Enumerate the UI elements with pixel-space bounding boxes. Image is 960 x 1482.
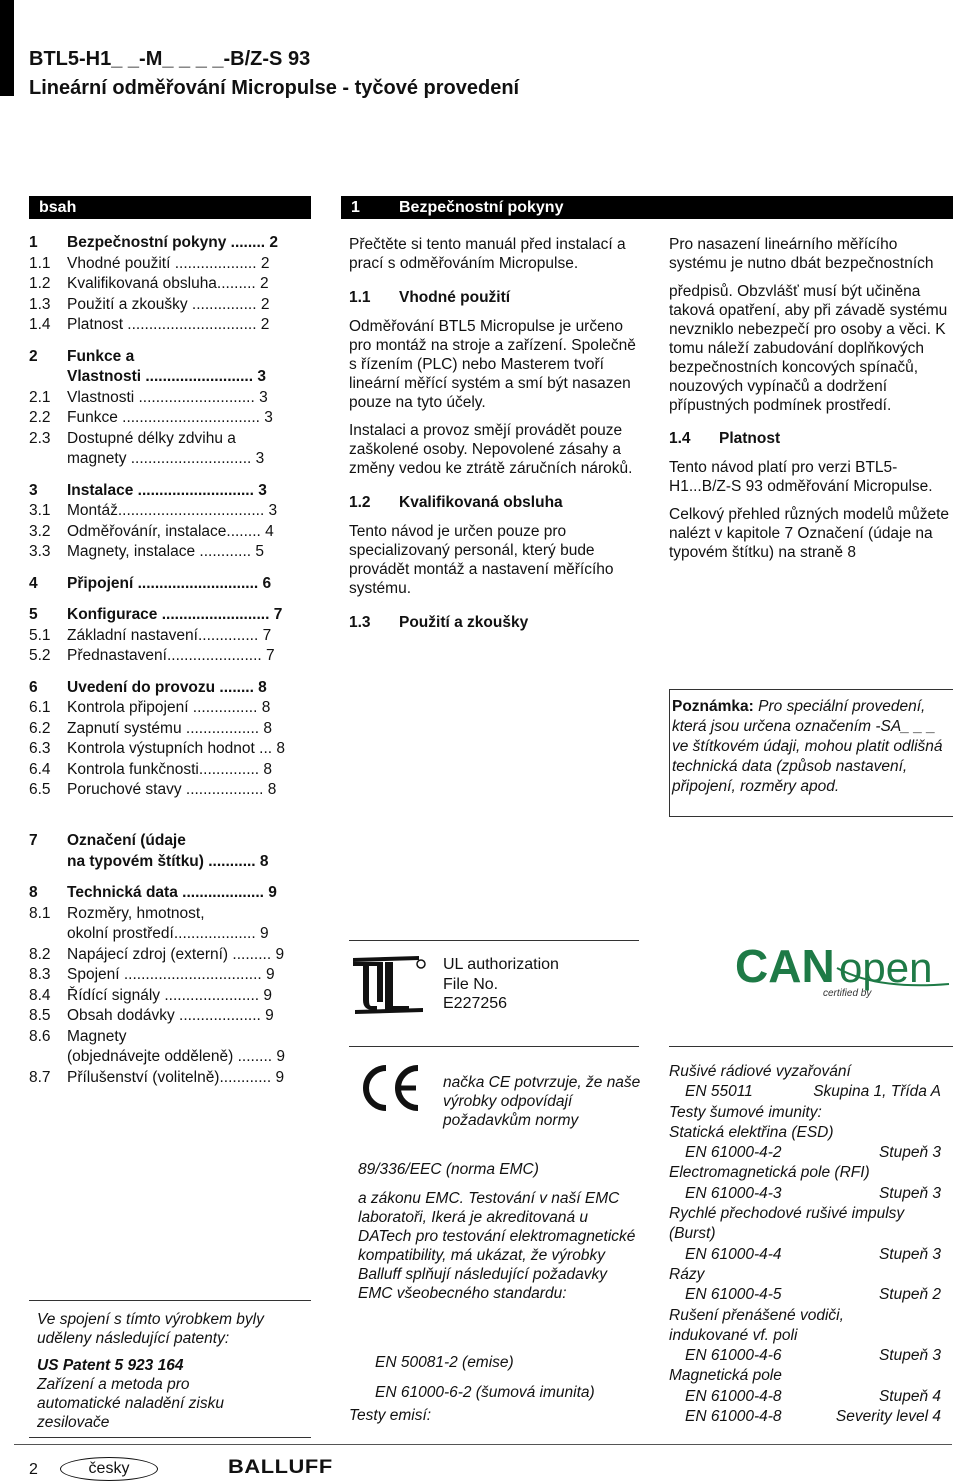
toc-item[interactable] xyxy=(29,852,311,873)
toc-item-label: Obsah dodávky ................... 9 xyxy=(67,1007,274,1024)
balluff-logo: BALLUFF xyxy=(228,1457,333,1478)
toc-item-label: Označení (údaje xyxy=(67,832,186,849)
toc-spacer xyxy=(29,872,311,883)
section-title: Platnost xyxy=(719,430,781,447)
toc-item-number: 2 xyxy=(29,347,38,365)
toc-item-label: Funkce ................................ 3 xyxy=(67,409,273,426)
toc-item[interactable] xyxy=(29,295,311,316)
note-label: Poznámka: xyxy=(672,698,754,715)
ul-line: File No. xyxy=(443,975,499,993)
patent-line: automatické naladění zisku xyxy=(37,1395,224,1412)
section-1-4-heading xyxy=(669,429,953,448)
toc-item-label: Bezpečnostní pokyny ........ 2 xyxy=(67,234,279,251)
emc-heading: Rázy xyxy=(669,1265,705,1283)
toc-item[interactable] xyxy=(29,449,311,470)
table-of-contents xyxy=(29,233,311,801)
emc-heading: Testy šumové imunity: xyxy=(669,1103,822,1121)
section-number: 1.4 xyxy=(669,430,691,447)
toc-item[interactable] xyxy=(29,739,311,760)
toc-item-number: 5.2 xyxy=(29,647,51,664)
emc-heading: Rušivé rádiové vyzařování xyxy=(669,1063,851,1080)
section-1-3-heading xyxy=(349,613,639,632)
toc-item-label: Vhodné použití ................... 2 xyxy=(67,254,270,272)
section-1-1-heading xyxy=(349,288,639,307)
toc-item-label: Instalace ........................... 3 xyxy=(67,481,267,499)
paragraph: předpisů. Obzvlášť musí být učiněna taková opatření, aby při závadě systému nevzniklo nebezpečí pro osoby a věci. K tomu náleží zabudování doplňkových bezpečnostních koncových spínačů, nouzových vypínačů a dodržení přípustných podmínek prostředí. xyxy=(669,283,948,414)
toc-item-number: 1 xyxy=(29,234,38,251)
emc-heading: Magnetická pole xyxy=(669,1367,782,1385)
toc-item[interactable] xyxy=(29,429,311,450)
intro-text: Přečtěte si tento manuál před instalací a prací s odměřováním Micropulse. xyxy=(349,236,626,272)
emc-standard: EN 61000-4-4 xyxy=(685,1245,782,1263)
paragraph: Celkový přehled různých modelů můžete nalézt v kapitole 7 Označení (údaje na typovém štítku) na straně 8 xyxy=(669,506,949,561)
emc-level: Stupeň 3 xyxy=(878,1144,941,1162)
table-of-contents-continued xyxy=(29,831,311,1088)
toc-item-label: Odměřovánír, instalace........ 4 xyxy=(67,522,274,540)
emc-heading: Electromagnetická pole (RFI) xyxy=(669,1164,870,1182)
ul-line: UL authorization xyxy=(443,956,559,973)
patent-line: Zařízení a metoda pro xyxy=(37,1376,190,1393)
section-title: Bezpečnostní pokyny xyxy=(399,199,564,216)
divider xyxy=(349,1046,639,1047)
emc-level: Severity level 4 xyxy=(835,1408,941,1426)
toc-item-label: Základní nastavení.............. 7 xyxy=(67,626,272,644)
toc-item-label: Platnost .............................. 2 xyxy=(67,316,270,333)
toc-item[interactable] xyxy=(29,780,311,801)
section-title: Vhodné použití xyxy=(399,289,511,306)
header-accent-bar xyxy=(0,0,14,96)
emc-standard-row xyxy=(669,1184,941,1204)
emc-heading: indukované vf. poli xyxy=(669,1326,798,1344)
toc-item-label: okolní prostředí................... 9 xyxy=(67,925,269,942)
toc-item-label: Připojení ............................ 6 xyxy=(67,574,272,592)
toc-item-number: 1.1 xyxy=(29,254,51,272)
toc-item[interactable] xyxy=(29,542,311,563)
toc-item-number xyxy=(29,367,67,388)
paragraph: Tento návod platí pro verzi BTL5-H1...B/Z-S 93 odměřování Micropulse. xyxy=(669,459,933,495)
ce-statement: načka CE potvrzuje, že naše výrobky odpovídají požadavkům normy xyxy=(443,1074,641,1129)
toc-item-number: 8.4 xyxy=(29,986,51,1004)
emc-level: Stupeň 3 xyxy=(878,1245,941,1263)
toc-item[interactable] xyxy=(29,831,311,852)
emc-standard: EN 61000-4-6 xyxy=(685,1347,782,1365)
toc-item[interactable] xyxy=(29,481,311,502)
toc-spacer xyxy=(29,563,311,574)
toc-item-number: 2.1 xyxy=(29,388,51,406)
emc-heading: Rychlé přechodové rušivé impulsy xyxy=(669,1205,905,1223)
ce-description: a zákonu EMC. Testování v naší EMC laboratoři, Ikerá je akreditovaná u DATech pro testování elektromagnetické kompatibility, má ukázat, že výrobky Balluff splňují následující požadavky EMC všeobecného standardu: xyxy=(358,1190,636,1302)
toc-item-number: 2.3 xyxy=(29,429,51,447)
ce-mark-icon xyxy=(356,1062,426,1114)
footer-rule xyxy=(14,1444,952,1445)
toc-item[interactable] xyxy=(29,965,311,986)
note-text: Pro speciální provedení, která jsou určena označením -SA_ _ _ ve štítkovém údaji, mohou platit odlišná technická data (způsob nastavení, připojení, rozměry apod. xyxy=(672,698,943,795)
toc-item-number: 8 xyxy=(29,884,38,901)
toc-item-label: Kontrola připojení ............... 8 xyxy=(67,699,271,716)
emc-standard-row xyxy=(669,1285,941,1305)
patent-line: uděleny následující patenty: xyxy=(37,1330,230,1347)
toc-item[interactable] xyxy=(29,1068,311,1089)
toc-item-number: 3.1 xyxy=(29,502,51,519)
emc-standard-row xyxy=(669,1245,941,1265)
doc-title: BTL5-H1_ _-M_ _ _ _-B/Z-S 93 xyxy=(29,48,311,70)
paragraph: Instalaci a provoz smějí provádět pouze zaškolené osoby. Nepovolené zásahy a změny vedou ke ztrátě záručních nároků. xyxy=(349,422,633,477)
ce-directive: 89/336/EEC (norma EMC) xyxy=(358,1161,539,1178)
emc-heading: Rušení přenášené vodiči, xyxy=(669,1306,844,1324)
toc-spacer xyxy=(29,667,311,678)
toc-item-number: 8.2 xyxy=(29,945,51,963)
section-1-2-heading xyxy=(349,493,639,512)
toc-item[interactable] xyxy=(29,1006,311,1027)
toc-item-number: 6.4 xyxy=(29,760,51,778)
toc-item[interactable] xyxy=(29,522,311,543)
toc-item-label: Přílušenství (volitelně)............ 9 xyxy=(67,1068,285,1086)
toc-item-label: Magnety xyxy=(67,1027,127,1045)
toc-item-label: Přednastavení...................... 7 xyxy=(67,647,275,664)
toc-item-label: Technická data ................... 9 xyxy=(67,884,277,901)
toc-item[interactable] xyxy=(29,626,311,647)
toc-item-number xyxy=(29,924,67,945)
toc-item-number: 1.4 xyxy=(29,316,51,333)
emc-level: Stupeň 2 xyxy=(878,1286,941,1304)
paragraph: Tento návod je určen pouze pro specializovaný personál, který bude provádět montáž a nastavení měřícího systému. xyxy=(349,523,614,597)
emc-level: Stupeň 3 xyxy=(878,1184,941,1202)
toc-item-number: 8.1 xyxy=(29,904,51,922)
toc-item-number: 1.3 xyxy=(29,295,51,313)
toc-item[interactable] xyxy=(29,1047,311,1068)
toc-item-label: Řídící signály ...................... 9 xyxy=(67,986,273,1004)
canopen-logo xyxy=(727,938,953,1004)
toc-item-label: Uvedení do provozu ........ 8 xyxy=(67,678,267,696)
toc-item[interactable] xyxy=(29,986,311,1007)
emc-level: Stupeň 4 xyxy=(878,1387,941,1405)
toc-item-number: 5.1 xyxy=(29,626,51,644)
toc-item-number: 2.2 xyxy=(29,409,51,426)
section-title: Kvalifikovaná obsluha xyxy=(399,494,563,511)
toc-item-label: Dostupné délky zdvihu a xyxy=(67,429,236,447)
emc-standard-row xyxy=(669,1346,941,1366)
divider xyxy=(349,940,639,941)
emc-standard: EN 61000-4-2 xyxy=(685,1144,782,1162)
toc-item-label: na typovém štítku) ........... 8 xyxy=(67,852,269,870)
emc-level: Stupeň 3 xyxy=(878,1347,941,1365)
section-number: 1.2 xyxy=(349,494,371,511)
ul-text xyxy=(443,955,559,1014)
section-number: 1.3 xyxy=(349,614,371,631)
ce-standard-immunity: EN 61000-6-2 (šumová imunita) xyxy=(375,1384,595,1401)
patent-line: zesilovače xyxy=(37,1414,110,1431)
toc-item-label: Vlastnosti ......................... 3 xyxy=(67,368,266,385)
toc-item-number: 7 xyxy=(29,832,38,849)
toc-item-number: 6.3 xyxy=(29,740,51,757)
toc-item-label: Zapnutí systému ................. 8 xyxy=(67,719,273,737)
toc-item-label: Napájecí zdroj (externí) ......... 9 xyxy=(67,945,285,963)
safety-column-right xyxy=(669,235,953,571)
toc-item[interactable] xyxy=(29,719,311,740)
emc-standard-row xyxy=(669,1407,941,1427)
toc-item[interactable] xyxy=(29,760,311,781)
divider xyxy=(669,1046,953,1047)
toc-item-label: Funkce a xyxy=(67,347,135,365)
toc-item[interactable] xyxy=(29,646,311,667)
toc-item-label: Spojení ................................ 9 xyxy=(67,966,275,983)
toc-item[interactable] xyxy=(29,367,311,388)
safety-column-left xyxy=(349,235,639,642)
toc-item[interactable] xyxy=(29,254,311,275)
toc-item[interactable] xyxy=(29,883,311,904)
toc-item[interactable] xyxy=(29,233,311,254)
toc-item-label: Konfigurace ......................... 7 xyxy=(67,606,283,623)
toc-item-number: 8.6 xyxy=(29,1027,51,1045)
toc-spacer xyxy=(29,470,311,481)
emc-standard-row xyxy=(669,1143,941,1163)
toc-item-label: Vlastnosti ........................... 3 xyxy=(67,388,268,406)
toc-item-label: Kontrola výstupních hodnot ... 8 xyxy=(67,740,285,757)
ul-logo xyxy=(349,950,429,1020)
toc-item-number xyxy=(29,449,67,470)
emc-heading: Statická elektřina (ESD) xyxy=(669,1123,834,1141)
ul-line: E227256 xyxy=(443,995,508,1012)
toc-item-number: 3.2 xyxy=(29,522,51,540)
toc-spacer xyxy=(29,336,311,347)
toc-item-label: Rozměry, hmotnost, xyxy=(67,904,205,922)
emc-level: Skupina 1, Třída A xyxy=(813,1083,941,1101)
toc-item-number: 6 xyxy=(29,678,38,696)
toc-item-number xyxy=(29,852,67,873)
patent-line: Ve spojení s tímto výrobkem byly xyxy=(37,1311,264,1328)
toc-item-number: 8.7 xyxy=(29,1068,51,1086)
toc-item-number: 4 xyxy=(29,574,38,592)
toc-item[interactable] xyxy=(29,698,311,719)
emc-standard: EN 55011 xyxy=(685,1083,753,1101)
section-number: 1 xyxy=(351,199,360,216)
toc-heading-band xyxy=(29,196,311,219)
toc-item[interactable] xyxy=(29,678,311,699)
safety-heading-band xyxy=(341,196,953,219)
toc-item-label: Poruchové stavy .................. 8 xyxy=(67,781,277,798)
emc-standard-row xyxy=(669,1387,941,1407)
patent-box xyxy=(29,1300,311,1438)
toc-spacer xyxy=(29,594,311,605)
toc-item-number: 8.5 xyxy=(29,1007,51,1024)
toc-item-number: 3.3 xyxy=(29,543,51,560)
emc-heading: (Burst) xyxy=(669,1225,716,1243)
toc-item[interactable] xyxy=(29,501,311,522)
toc-item[interactable] xyxy=(29,574,311,595)
toc-item-label: magnety ............................ 3 xyxy=(67,450,265,467)
toc-item[interactable] xyxy=(29,408,311,429)
toc-item-number: 6.5 xyxy=(29,781,51,798)
page-number: 2 xyxy=(29,1461,38,1478)
section-title: Použití a zkoušky xyxy=(399,614,529,631)
note-box xyxy=(669,689,953,817)
toc-item-number: 1.2 xyxy=(29,275,51,292)
emc-standard: EN 61000-4-8 xyxy=(685,1387,782,1405)
toc-item-label: Magnety, instalace ............ 5 xyxy=(67,543,264,560)
toc-item-number: 5 xyxy=(29,606,38,623)
emc-standard: EN 61000-4-3 xyxy=(685,1184,782,1202)
toc-item-number xyxy=(29,1047,67,1068)
paragraph: Pro nasazení lineárního měřícího systému je nutno dbát bezpečnostních xyxy=(669,236,934,272)
toc-item-label: Použití a zkoušky ............... 2 xyxy=(67,295,270,313)
toc-item[interactable] xyxy=(29,924,311,945)
toc-item-number: 6.2 xyxy=(29,719,51,737)
toc-item-label: Kontrola funkčnosti.............. 8 xyxy=(67,760,273,778)
ce-standard-emission: EN 50081-2 (emise) xyxy=(375,1354,514,1371)
emission-tests-label: Testy emisí: xyxy=(349,1407,432,1424)
toc-item-number: 8.3 xyxy=(29,966,51,983)
toc-item-label: (objednávejte odděleně) ........ 9 xyxy=(67,1048,286,1065)
svg-text:open: open xyxy=(839,944,933,991)
paragraph: Odměřování BTL5 Micropulse je určeno pro montáž na stroje a zařízení. Společně s řízením (PLC) nebo Masterem tvoří lineární měřící systém a smí být nasazen pouze na tyto účely. xyxy=(349,318,636,411)
toc-item[interactable] xyxy=(29,274,311,295)
toc-item[interactable] xyxy=(29,1027,311,1048)
toc-item[interactable] xyxy=(29,347,311,368)
toc-item-label: Montáž.................................. 3 xyxy=(67,502,278,519)
toc-item[interactable] xyxy=(29,605,311,626)
language-badge: česky xyxy=(60,1457,158,1481)
toc-item[interactable] xyxy=(29,904,311,925)
emc-standard: EN 61000-4-5 xyxy=(685,1286,782,1304)
toc-item-number: 3 xyxy=(29,481,38,499)
toc-item[interactable] xyxy=(29,388,311,409)
emc-standard-row xyxy=(669,1082,941,1102)
toc-item-label: Kvalifikovaná obsluha......... 2 xyxy=(67,275,269,292)
toc-item[interactable] xyxy=(29,315,311,336)
toc-item-number: 6.1 xyxy=(29,699,51,716)
canopen-certified: certified by xyxy=(823,988,872,999)
doc-subtitle: Lineární odměřování Micropulse - tyčové provedení xyxy=(29,77,520,99)
toc-heading: bsah xyxy=(39,199,77,216)
toc-item[interactable] xyxy=(29,945,311,966)
section-number: 1.1 xyxy=(349,289,371,306)
emc-test-list xyxy=(669,1062,941,1427)
emc-standard: EN 61000-4-8 xyxy=(685,1408,782,1426)
canopen-brand-glyphs: CAN xyxy=(735,940,835,992)
patent-number: US Patent 5 923 164 xyxy=(37,1357,184,1374)
